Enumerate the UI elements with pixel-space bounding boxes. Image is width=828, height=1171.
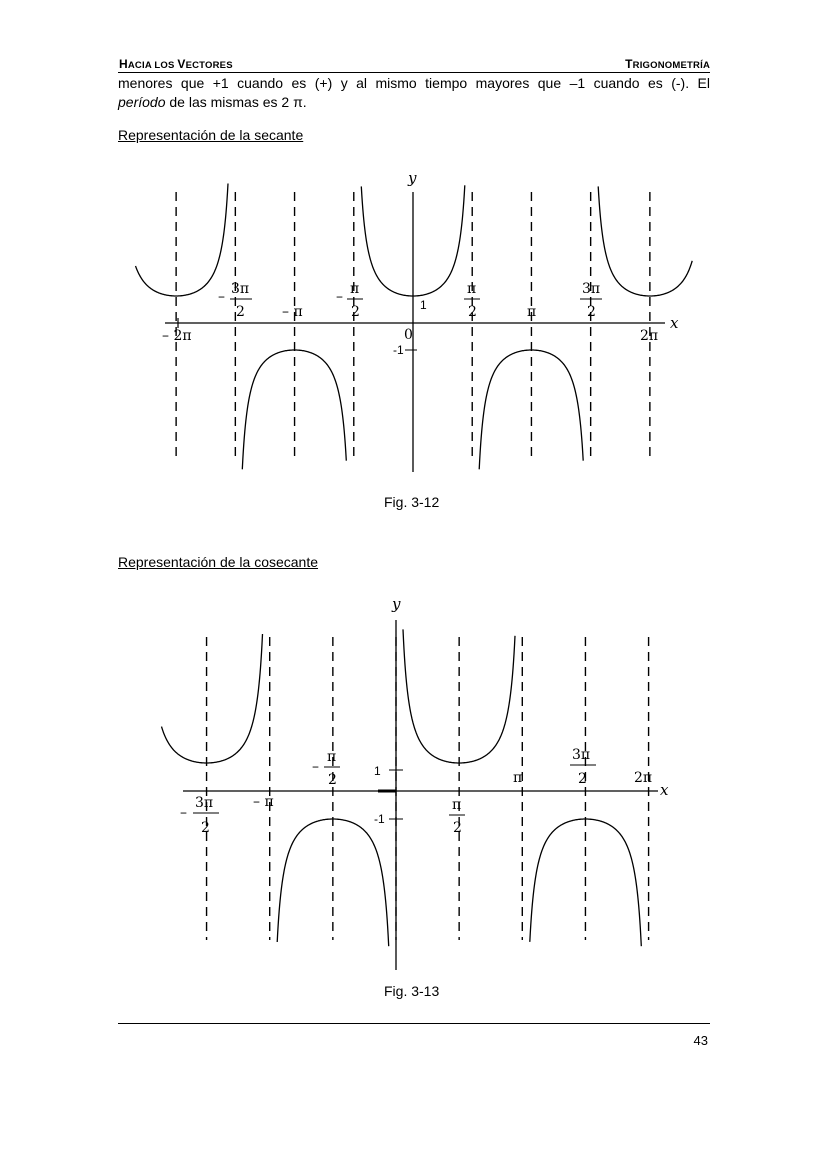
intro-line-1: menores que +1 cuando es (+) y al mismo tiempo mayores que –1 cuando es (-). El <box>118 75 710 91</box>
secant-label-pi2-num: π <box>467 281 477 297</box>
secant-label-neg-2pi: – 2π <box>162 328 192 344</box>
cosecant-y-label-neg: -1 <box>374 812 385 826</box>
secant-label-neg-pi2-den: 2 <box>351 304 360 320</box>
secant-section-title: Representación de la secante <box>118 127 304 143</box>
cosecant-label-pi2-den: 2 <box>453 820 462 836</box>
secant-label-pi2-den: 2 <box>468 304 477 320</box>
page-number: 43 <box>693 1033 708 1048</box>
secant-label-neg-3pi2-num: 3π <box>231 281 250 297</box>
cosecant-asymptotes <box>207 637 649 940</box>
secant-origin-label: 0 <box>404 327 413 343</box>
cosecant-y-label-pos: 1 <box>374 764 381 778</box>
secant-label-2pi: 2π <box>640 328 659 344</box>
secant-label-3pi2-den: 2 <box>587 304 596 320</box>
secant-y-label-neg: -1 <box>393 343 404 357</box>
cosecant-label-2pi: 2π <box>634 770 653 786</box>
running-header-left: HACIA LOS VECTORES <box>119 57 233 71</box>
cosecant-x-axis-label: x <box>660 781 669 799</box>
secant-y-axis-label: y <box>408 169 417 187</box>
cosecant-label-neg-pi2-sign: – <box>312 759 319 775</box>
cosecant-label-neg-3pi2-sign: – <box>180 805 187 821</box>
cosecant-y-axis-label: y <box>392 595 401 613</box>
cosecant-curves <box>162 629 642 946</box>
cosecant-section-title: Representación de la cosecante <box>118 554 319 570</box>
secant-figure-caption: Fig. 3-12 <box>384 494 440 510</box>
cosecant-figure-caption: Fig. 3-13 <box>384 983 440 999</box>
cosecant-label-neg-pi2-num: π <box>327 749 337 765</box>
cosecant-label-3pi2-den: 2 <box>578 771 587 787</box>
secant-label-neg-pi: – π <box>282 304 303 320</box>
cosecant-branch <box>162 634 263 763</box>
footer-rule <box>118 1023 710 1024</box>
cosecant-label-pi: π <box>513 770 523 786</box>
running-header-right: TRIGONOMETRÍA <box>625 57 710 71</box>
secant-label-neg-pi2-sign: – <box>336 289 343 305</box>
cosecant-label-3pi2-num: 3π <box>572 747 591 763</box>
secant-x-axis-label: x <box>670 314 679 332</box>
secant-label-pi: π <box>527 304 537 320</box>
cosecant-label-neg-3pi2-den: 2 <box>201 820 210 836</box>
secant-label-3pi2-num: 3π <box>582 281 601 297</box>
cosecant-label-neg-3pi2-num: 3π <box>195 795 214 811</box>
secant-label-neg-pi2-num: π <box>350 281 360 297</box>
cosecant-label-neg-pi2-den: 2 <box>328 772 337 788</box>
secant-y-label-pos: 1 <box>420 298 427 312</box>
cosecant-label-neg-pi: – π <box>253 794 274 810</box>
intro-line-2: período de las mismas es 2 π. <box>118 94 307 110</box>
secant-label-neg-3pi2-sign: – <box>218 289 225 305</box>
cosecant-label-pi2-num: π <box>452 797 462 813</box>
secant-label-neg-3pi2-den: 2 <box>236 304 245 320</box>
